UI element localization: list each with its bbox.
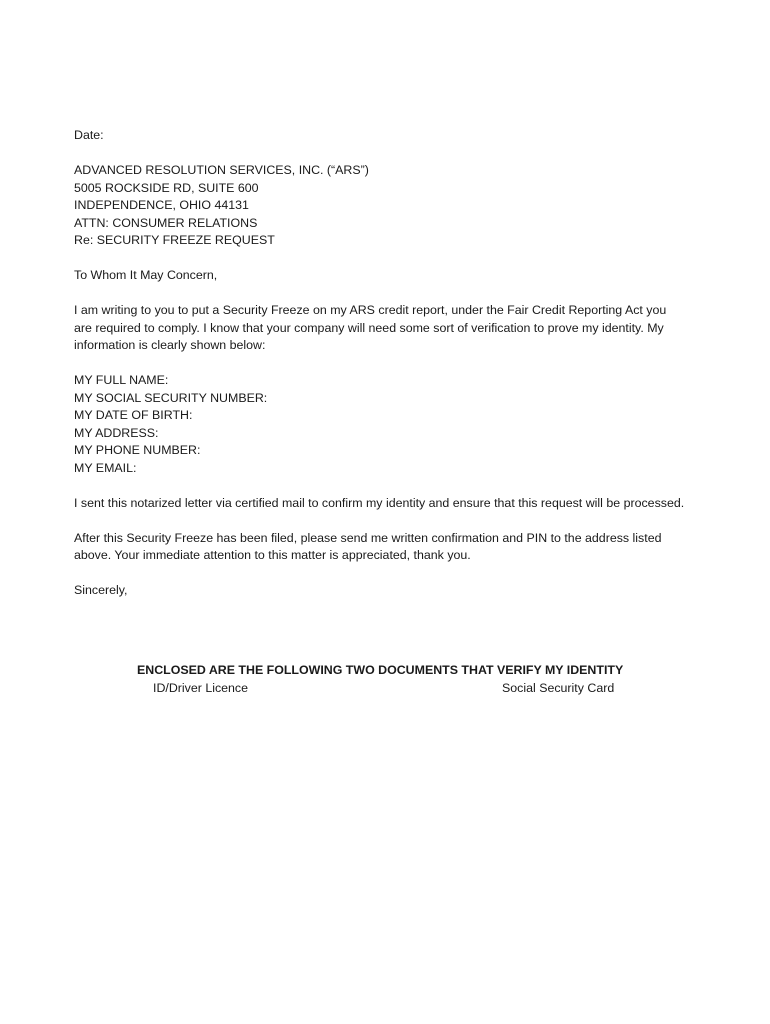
body-paragraph-3-line-1: After this Security Freeze has been filed, please send me written confirmation and PIN to the address listed xyxy=(74,530,662,545)
letter-body xyxy=(74,127,714,617)
recipient-city: INDEPENDENCE, OHIO 44131 xyxy=(74,198,249,212)
enclosed-heading: ENCLOSED ARE THE FOLLOWING TWO DOCUMENTS THAT VERIFY MY IDENTITY xyxy=(137,663,624,677)
field-full-name: MY FULL NAME: xyxy=(74,373,169,387)
date-label: Date: xyxy=(74,128,104,142)
body-paragraph-1-line-1: I am writing to you to put a Security Freeze on my ARS credit report, under the Fair Credit Reporting Act you xyxy=(74,303,667,317)
enclosed-item-social-security-card: Social Security Card xyxy=(502,681,615,695)
closing: Sincerely, xyxy=(74,583,128,597)
field-phone-number: MY PHONE NUMBER: xyxy=(74,443,201,457)
recipient-street: 5005 ROCKSIDE RD, SUITE 600 xyxy=(74,180,259,195)
field-ssn: MY SOCIAL SECURITY NUMBER: xyxy=(74,390,268,405)
body-paragraph-3-line-2: above. Your immediate attention to this matter is appreciated, thank you. xyxy=(74,548,471,562)
salutation: To Whom It May Concern, xyxy=(74,268,218,282)
body-paragraph-1-line-2: are required to comply. I know that your company will need some sort of verification to prove my identity. My xyxy=(74,320,664,335)
recipient-attn: ATTN: CONSUMER RELATIONS xyxy=(74,215,258,230)
enclosed-item-id-licence: ID/Driver Licence xyxy=(153,681,249,695)
subject-line: Re: SECURITY FREEZE REQUEST xyxy=(74,233,275,247)
field-address: MY ADDRESS: xyxy=(74,425,159,440)
recipient-address-block xyxy=(74,162,714,250)
recipient-company: ADVANCED RESOLUTION SERVICES, INC. (“ARS”) xyxy=(74,163,369,177)
body-paragraph-2: I sent this notarized letter via certified mail to confirm my identity and ensure that this request will be processed. xyxy=(74,495,685,510)
body-paragraph-1 xyxy=(74,302,714,355)
field-date-of-birth: MY DATE OF BIRTH: xyxy=(74,408,193,422)
body-paragraph-1-line-3: information is clearly shown below: xyxy=(74,338,266,352)
field-email: MY EMAIL: xyxy=(74,460,137,475)
identity-fields xyxy=(74,372,714,477)
body-paragraph-3 xyxy=(74,530,714,565)
